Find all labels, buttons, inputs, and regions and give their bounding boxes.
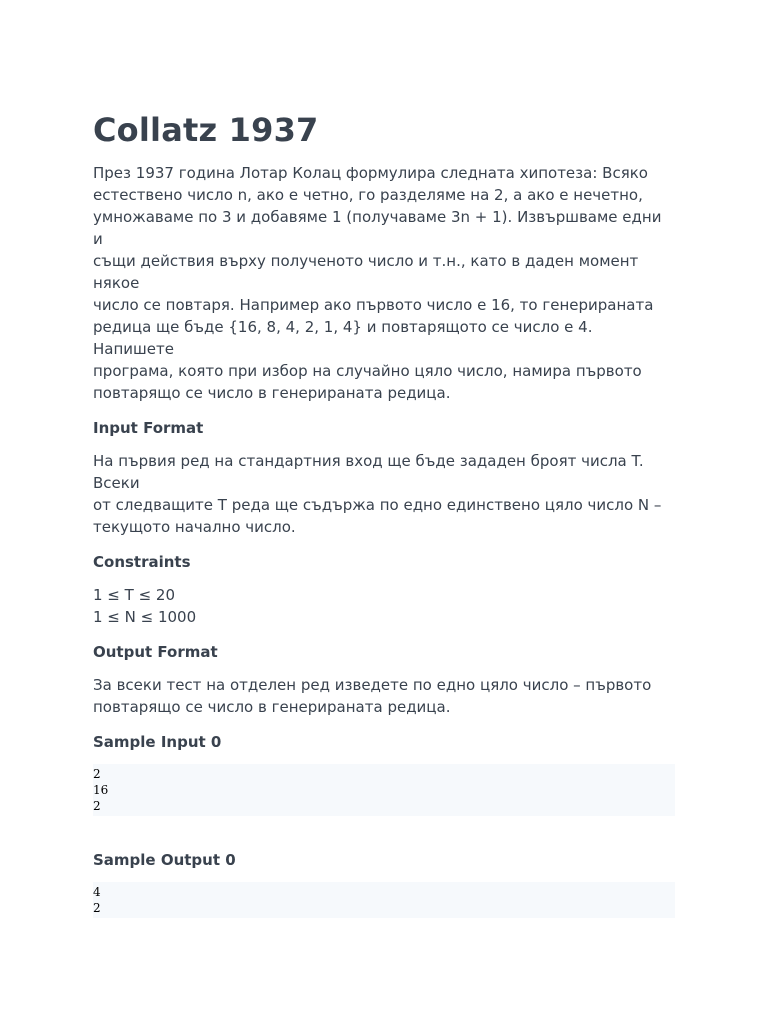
description-line: програма, която при избор на случайно цяло число, намира първото [93,362,642,380]
description-line: умножаваме по 3 и добавяме 1 (получаваме 3n + 1). Извършваме едни и [93,208,662,248]
sample-input-block[interactable] [93,764,675,816]
sample-input-line: 2 [93,767,101,781]
constraint-line: 1 ≤ T ≤ 20 [93,586,176,604]
sample-output-block[interactable] [93,882,675,918]
description-line: повтарящо се число в генерираната редица. [93,384,451,402]
input-format-line: от следващите T реда ще съдържа по едно единствено цяло число N – [93,496,662,514]
output-format-line: повтарящо се число в генерираната редица. [93,698,451,716]
problem-statement [93,110,675,918]
output-format-text [93,674,675,718]
input-format-text [93,450,675,538]
page-title: Collatz 1937 [93,111,319,149]
constraint-line: 1 ≤ N ≤ 1000 [93,608,197,626]
sample-input-line: 16 [93,783,109,797]
description-line: същи действия върху полученото число и т.н., като в даден момент някое [93,252,639,292]
input-format-line: На първия ред на стандартния вход ще бъде зададен броят числа T. Всеки [93,452,644,492]
description-line: естествено число n, ако е четно, го разделяме на 2, а ако е нечетно, [93,186,643,204]
sample-output-heading: Sample Output 0 [93,851,236,869]
problem-description [93,162,675,404]
sample-output-line: 4 [93,885,101,899]
description-line: През 1937 година Лотар Колац формулира следната хипотеза: Всяко [93,164,648,182]
sample-output-line: 2 [93,901,101,915]
sample-input-line: 2 [93,799,101,813]
description-line: число се повтаря. Например ако първото число е 16, то генерираната [93,296,654,314]
sample-input-heading: Sample Input 0 [93,733,222,751]
output-format-line: За всеки тест на отделен ред изведете по едно цяло число – първото [93,676,652,694]
constraints-text [93,584,675,628]
spacer [93,816,675,849]
input-format-line: текущото начално число. [93,518,296,536]
input-format-heading: Input Format [93,419,204,437]
output-format-heading: Output Format [93,643,218,661]
description-line: редица ще бъде {16, 8, 4, 2, 1, 4} и повтарящото се число е 4. Напишете [93,318,593,358]
constraints-heading: Constraints [93,553,191,571]
